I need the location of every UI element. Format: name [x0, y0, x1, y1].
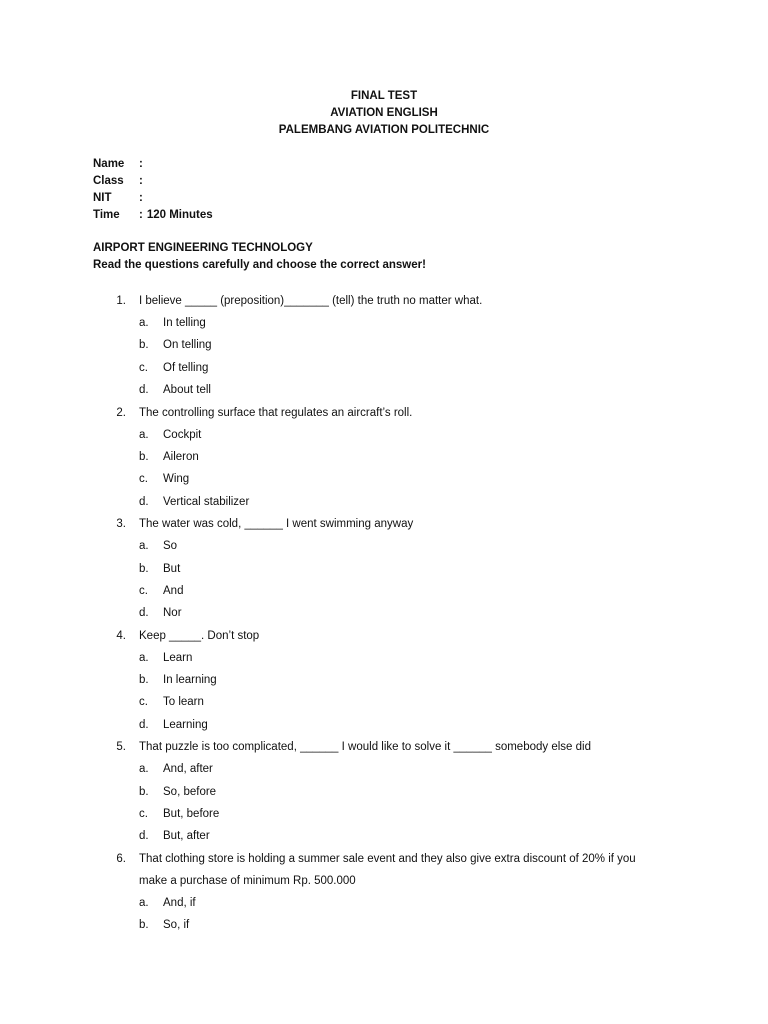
option-text: So, if: [163, 919, 190, 932]
question-text: That clothing store is holding a summer sale event and they also give extra discount of 20% if you make a purchase of minimum Rp. 500.000: [139, 852, 636, 887]
option-text: Of telling: [163, 361, 209, 374]
section-title: AIRPORT ENGINEERING TECHNOLOGY: [93, 242, 313, 254]
option-letter: a.: [139, 428, 149, 441]
answer-option: [0, 535, 768, 557]
option-letter: b.: [139, 339, 149, 352]
option-letter: a.: [139, 763, 149, 776]
option-letter: d.: [139, 830, 149, 843]
option-letter: c.: [139, 584, 148, 597]
option-letter: d.: [139, 495, 149, 508]
answer-option: [0, 669, 768, 691]
time-separator: :: [139, 209, 143, 221]
option-text: So, before: [163, 785, 217, 798]
answer-option: [0, 446, 768, 468]
option-letter: d.: [139, 384, 149, 397]
info-row-nit: [93, 190, 213, 207]
question-item: [0, 625, 768, 737]
nit-label: NIT: [93, 192, 112, 204]
option-letter: d.: [139, 607, 149, 620]
option-text: Wing: [163, 473, 190, 486]
option-letter: a.: [139, 540, 149, 553]
question-number: 6.: [116, 852, 126, 865]
option-text: Aileron: [163, 450, 199, 463]
question-text: Keep _____. Don’t stop: [139, 629, 260, 642]
option-text: In learning: [163, 674, 217, 687]
answer-option: [0, 357, 768, 379]
answer-option: [0, 580, 768, 602]
option-letter: c.: [139, 696, 148, 709]
question-number: 1.: [116, 295, 126, 307]
section-instruction: Read the questions carefully and choose the correct answer!: [93, 259, 426, 271]
question-text: The water was cold, ______ I went swimming anyway: [139, 518, 414, 531]
answer-option: [0, 781, 768, 803]
option-text: In telling: [163, 317, 206, 329]
option-text: And, if: [163, 896, 196, 909]
question-item: [0, 290, 768, 402]
question-item: [0, 848, 768, 937]
section-header: [93, 240, 426, 274]
question-item: [0, 736, 768, 848]
answer-option: [0, 691, 768, 713]
option-letter: d.: [139, 718, 149, 731]
option-text: Nor: [163, 607, 182, 620]
option-text: But: [163, 562, 181, 575]
option-letter: b.: [139, 674, 149, 687]
option-letter: a.: [139, 651, 149, 664]
question-number: 2.: [116, 406, 126, 419]
question-stem: [0, 848, 768, 892]
answer-option: [0, 892, 768, 914]
option-text: Learning: [163, 718, 208, 731]
course-title: AVIATION ENGLISH: [330, 107, 438, 119]
question-text: The controlling surface that regulates an aircraft’s roll.: [139, 406, 413, 419]
option-text: So: [163, 540, 178, 553]
answer-option: [0, 491, 768, 513]
question-list: [0, 290, 768, 937]
answer-option: [0, 312, 768, 334]
option-text: And: [163, 584, 184, 597]
option-letter: b.: [139, 562, 149, 575]
time-value: 120 Minutes: [146, 209, 213, 221]
answer-option: [0, 803, 768, 825]
answer-option: [0, 334, 768, 356]
option-text: To learn: [163, 696, 204, 709]
class-label: Class: [93, 175, 124, 187]
option-letter: c.: [139, 808, 148, 821]
class-separator: :: [139, 175, 143, 187]
answer-option: [0, 914, 768, 936]
answer-option: [0, 647, 768, 669]
answer-option: [0, 558, 768, 580]
option-letter: c.: [139, 361, 148, 374]
nit-separator: :: [139, 192, 143, 204]
option-text: On telling: [163, 339, 212, 352]
option-text: But, after: [163, 830, 210, 843]
answer-option: [0, 379, 768, 401]
question-stem: [0, 736, 768, 758]
option-text: And, after: [163, 763, 213, 776]
question-number: 4.: [116, 629, 126, 642]
question-item: [0, 513, 768, 625]
answer-option: [0, 602, 768, 624]
name-label: Name: [93, 158, 125, 170]
title-block: [0, 88, 768, 139]
info-row-name: [93, 156, 213, 173]
test-title: FINAL TEST: [350, 90, 418, 102]
question-text: That puzzle is too complicated, ______ I would like to solve it ______ somebody else did: [139, 741, 591, 754]
question-item: [0, 402, 768, 514]
question-stem: [0, 402, 768, 424]
question-stem: [0, 625, 768, 647]
student-info: [93, 156, 213, 224]
answer-option: [0, 714, 768, 736]
option-letter: a.: [139, 317, 149, 329]
info-row-time: [93, 207, 213, 224]
option-letter: a.: [139, 896, 149, 909]
answer-option: [0, 468, 768, 490]
question-number: 5.: [116, 741, 126, 754]
option-letter: b.: [139, 919, 149, 932]
answer-option: [0, 825, 768, 847]
answer-option: [0, 758, 768, 780]
answer-option: [0, 424, 768, 446]
question-number: 3.: [116, 518, 126, 531]
question-stem: [0, 290, 768, 312]
option-text: But, before: [163, 808, 220, 821]
option-text: Cockpit: [163, 428, 202, 441]
question-text: I believe _____ (preposition)_______ (tell) the truth no matter what.: [139, 295, 483, 307]
option-text: About tell: [163, 384, 211, 397]
info-row-class: [93, 173, 213, 190]
institution-title: PALEMBANG AVIATION POLITECHNIC: [278, 124, 490, 136]
option-text: Vertical stabilizer: [163, 495, 250, 508]
question-stem: [0, 513, 768, 535]
time-label: Time: [93, 209, 120, 221]
option-letter: b.: [139, 785, 149, 798]
option-text: Learn: [163, 651, 193, 664]
option-letter: b.: [139, 450, 149, 463]
name-separator: :: [139, 158, 143, 170]
option-letter: c.: [139, 473, 148, 486]
